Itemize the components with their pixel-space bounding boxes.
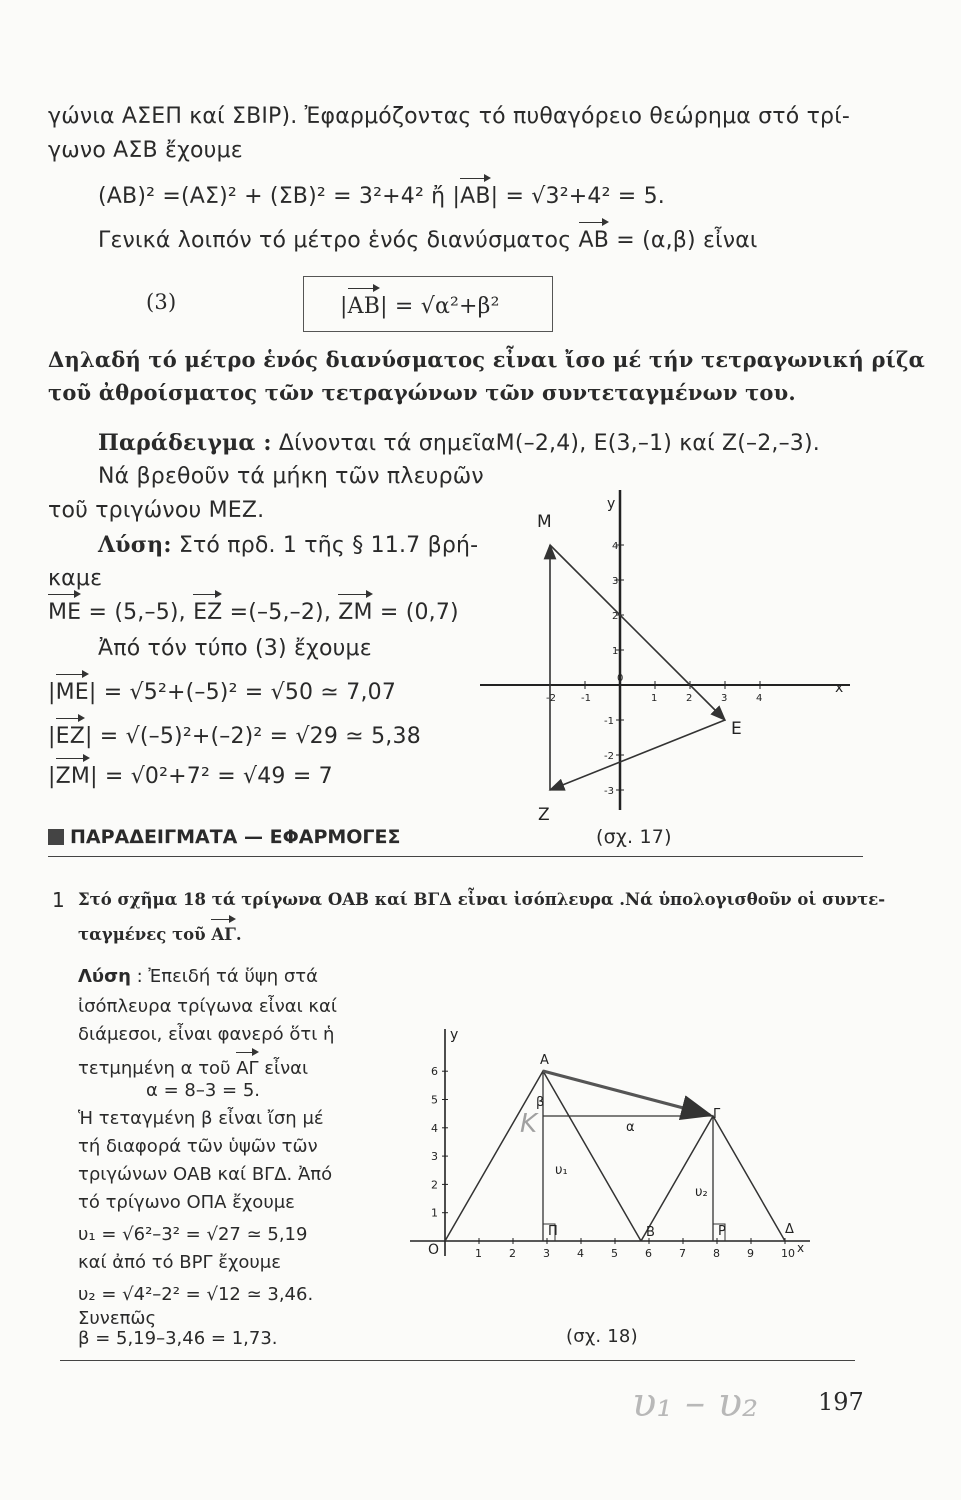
- y-tick-label: 2: [612, 611, 619, 622]
- solution-line: ἰσόπλευρα τρίγωνα εἶναι καί: [78, 996, 337, 1017]
- x-tick-label: 9: [747, 1247, 754, 1260]
- y-tick-label: 1: [612, 646, 619, 657]
- figure-18-caption: (σχ. 18): [566, 1326, 638, 1347]
- y-tick-label: 2: [431, 1178, 438, 1192]
- example-line: Ἀπό τόν τύπο (3) ἔχουμε: [98, 636, 372, 661]
- figure-17-caption: (σχ. 17): [596, 826, 672, 848]
- x-tick-label: 3: [543, 1247, 550, 1260]
- divider: [48, 856, 863, 857]
- definition-line: Δηλαδή τό μέτρο ἑνός διανύσματος εἶναι ἴσο μέ τήν τετραγωνική ρίζα: [48, 347, 925, 372]
- origin-label: O: [428, 1242, 440, 1258]
- x-tick-label: 7: [679, 1247, 686, 1260]
- x-tick-label: 1: [475, 1247, 482, 1260]
- y-axis-label: y: [607, 496, 616, 512]
- point-label-p: Π: [548, 1224, 558, 1239]
- point-label-d: Δ: [785, 1222, 794, 1237]
- label-beta: β: [536, 1095, 545, 1110]
- figure-18: [410, 1024, 830, 1264]
- y-axis-label: y: [450, 1027, 459, 1043]
- norm-zm: |ΖΜ| = √0²+7² = √49 = 7: [48, 764, 333, 789]
- y-tick-label: 3: [612, 576, 619, 587]
- handwritten-note: υ₁ – υ₂: [632, 1380, 759, 1426]
- solution-line: Λύση : Ἐπειδή τά ὕψη στά: [78, 966, 318, 987]
- x-tick-label: 4: [577, 1247, 584, 1260]
- x-tick-label: 2: [686, 693, 693, 704]
- y-tick-label: 4: [431, 1121, 438, 1135]
- definition-line: τοῦ ἀθροίσματος τῶν τετραγώνων τῶν συντεταγμένων του.: [48, 380, 796, 405]
- x-axis-label: x: [797, 1241, 805, 1255]
- y-tick-label: -1: [604, 716, 614, 727]
- example-line: Νά βρεθοῦν τά μήκη τῶν πλευρῶν: [98, 464, 484, 489]
- norm-ez: |ΕΖ| = √(–5)²+(–2)² = √29 ≃ 5,38: [48, 724, 421, 749]
- point-label-a: A: [540, 1053, 549, 1068]
- exercise-prompt: ταγμένες τοῦ ΑΓ.: [78, 925, 242, 944]
- x-tick-label: -1: [581, 693, 591, 704]
- formula-label: (3): [146, 290, 177, 314]
- solution-line: υ₁ = √6²–3² = √27 ≃ 5,19: [78, 1224, 308, 1245]
- x-tick-label: 2: [509, 1247, 516, 1260]
- x-tick-label: -2: [546, 693, 556, 704]
- label-alpha: α: [626, 1120, 635, 1135]
- x-tick-label: 1: [651, 693, 658, 704]
- formula-3: |ΑΒ| = √α²+β²: [340, 294, 500, 319]
- y-tick-label: 5: [431, 1093, 438, 1107]
- vector-ez: [550, 720, 725, 790]
- solution-line: τετμημένη α τοῦ ΑΓ εἶναι: [78, 1058, 309, 1079]
- solution-line: τή διαφορά τῶν ὑψῶν τῶν: [78, 1136, 318, 1157]
- text-line: γωνο ΑΣΒ ἔχουμε: [48, 138, 243, 163]
- handwritten-note: Κ: [520, 1109, 538, 1139]
- x-axis-label: x: [835, 680, 844, 696]
- equation-ab-length: (ΑΒ)² =(ΑΣ)² + (ΣΒ)² = 3²+4² ἤ |ΑΒ| = √3²+4² = 5.: [98, 184, 665, 209]
- x-tick-label: 4: [756, 693, 763, 704]
- solution-line: Ἡ τεταγμένη β εἶναι ἴση μέ: [78, 1108, 324, 1129]
- page-number: 197: [818, 1388, 864, 1416]
- solution-line: β = 5,19–3,46 = 1,73.: [78, 1328, 278, 1349]
- y-tick-label: 1: [431, 1206, 438, 1220]
- point-label-z: Ζ: [538, 805, 550, 820]
- divider: [60, 1360, 855, 1361]
- vector-me: [550, 545, 728, 720]
- text-line: γώνια ΑΣΕΠ καί ΣΒΙΡ). Ἐφαρμόζοντας τό πυθαγόρειο θεώρημα στό τρί-: [48, 104, 851, 129]
- label-u1: υ₁: [555, 1163, 568, 1178]
- label-u2: υ₂: [695, 1185, 708, 1200]
- point-label-r: P: [718, 1224, 726, 1239]
- example-line: Λύση: Στό πρδ. 1 τῆς § 11.7 βρή-: [98, 532, 479, 558]
- solution-line: τριγώνων ΟΑΒ καί ΒΓΔ. Ἀπό: [78, 1164, 333, 1185]
- example-line: Παράδειγμα : Δίνονται τά σημεῖαΜ(–2,4), Ε(3,–1) καί Ζ(–2,–3).: [98, 430, 820, 456]
- solution-line: Συνεπῶς: [78, 1308, 157, 1329]
- exercise-prompt: Στό σχῆμα 18 τά τρίγωνα ΟΑΒ καί ΒΓΔ εἶναι ἰσόπλευρα .Νά ὑπολογισθοῦν οἱ συντε-: [78, 890, 886, 909]
- solution-line: α = 8–3 = 5.: [146, 1080, 260, 1101]
- point-label-g: Γ: [713, 1107, 721, 1122]
- y-tick-label: -2: [604, 751, 614, 762]
- solution-line: διάμεσοι, εἶναι φανερό ὅτι ἡ: [78, 1024, 335, 1045]
- y-tick-label: 4: [612, 541, 619, 552]
- x-tick-label: 3: [721, 693, 728, 704]
- vector-components: ΜΕ = (5,–5), ΕΖ =(–5,–2), ΖΜ = (0,7): [48, 600, 459, 625]
- figure-17: [480, 480, 860, 820]
- text-line: Γενικά λοιπόν τό μέτρο ἑνός διανύσματος ΑΒ = (α,β) εἶναι: [98, 228, 758, 253]
- x-tick-label: 6: [645, 1247, 652, 1260]
- norm-me: |ΜΕ| = √5²+(–5)² = √50 ≃ 7,07: [48, 680, 397, 705]
- y-tick-label: 6: [431, 1065, 438, 1079]
- section-marker-icon: [48, 829, 64, 845]
- example-line: καμε: [48, 566, 103, 591]
- point-label-e: Ε: [731, 719, 742, 739]
- y-tick-label: -3: [604, 786, 614, 797]
- x-tick-label: 10: [781, 1247, 795, 1260]
- x-tick-label: 0: [617, 673, 624, 684]
- point-label-m: Μ: [537, 512, 552, 532]
- example-line: τοῦ τριγώνου ΜΕΖ.: [48, 498, 265, 523]
- x-tick-label: 8: [713, 1247, 720, 1260]
- point-label-b: B: [646, 1225, 655, 1240]
- section-title: ΠΑΡΑΔΕΙΓΜΑΤΑ — ΕΦΑΡΜΟΓΕΣ: [48, 826, 401, 848]
- exercise-number: 1: [52, 888, 65, 912]
- y-tick-label: 3: [431, 1150, 438, 1164]
- x-tick-label: 5: [611, 1247, 618, 1260]
- solution-line: υ₂ = √4²–2² = √12 ≃ 3,46.: [78, 1284, 314, 1305]
- vector-ag: [543, 1071, 710, 1115]
- solution-line: τό τρίγωνο ΟΠΑ ἔχουμε: [78, 1192, 295, 1213]
- solution-line: καί ἀπό τό ΒΡΓ ἔχουμε: [78, 1252, 281, 1273]
